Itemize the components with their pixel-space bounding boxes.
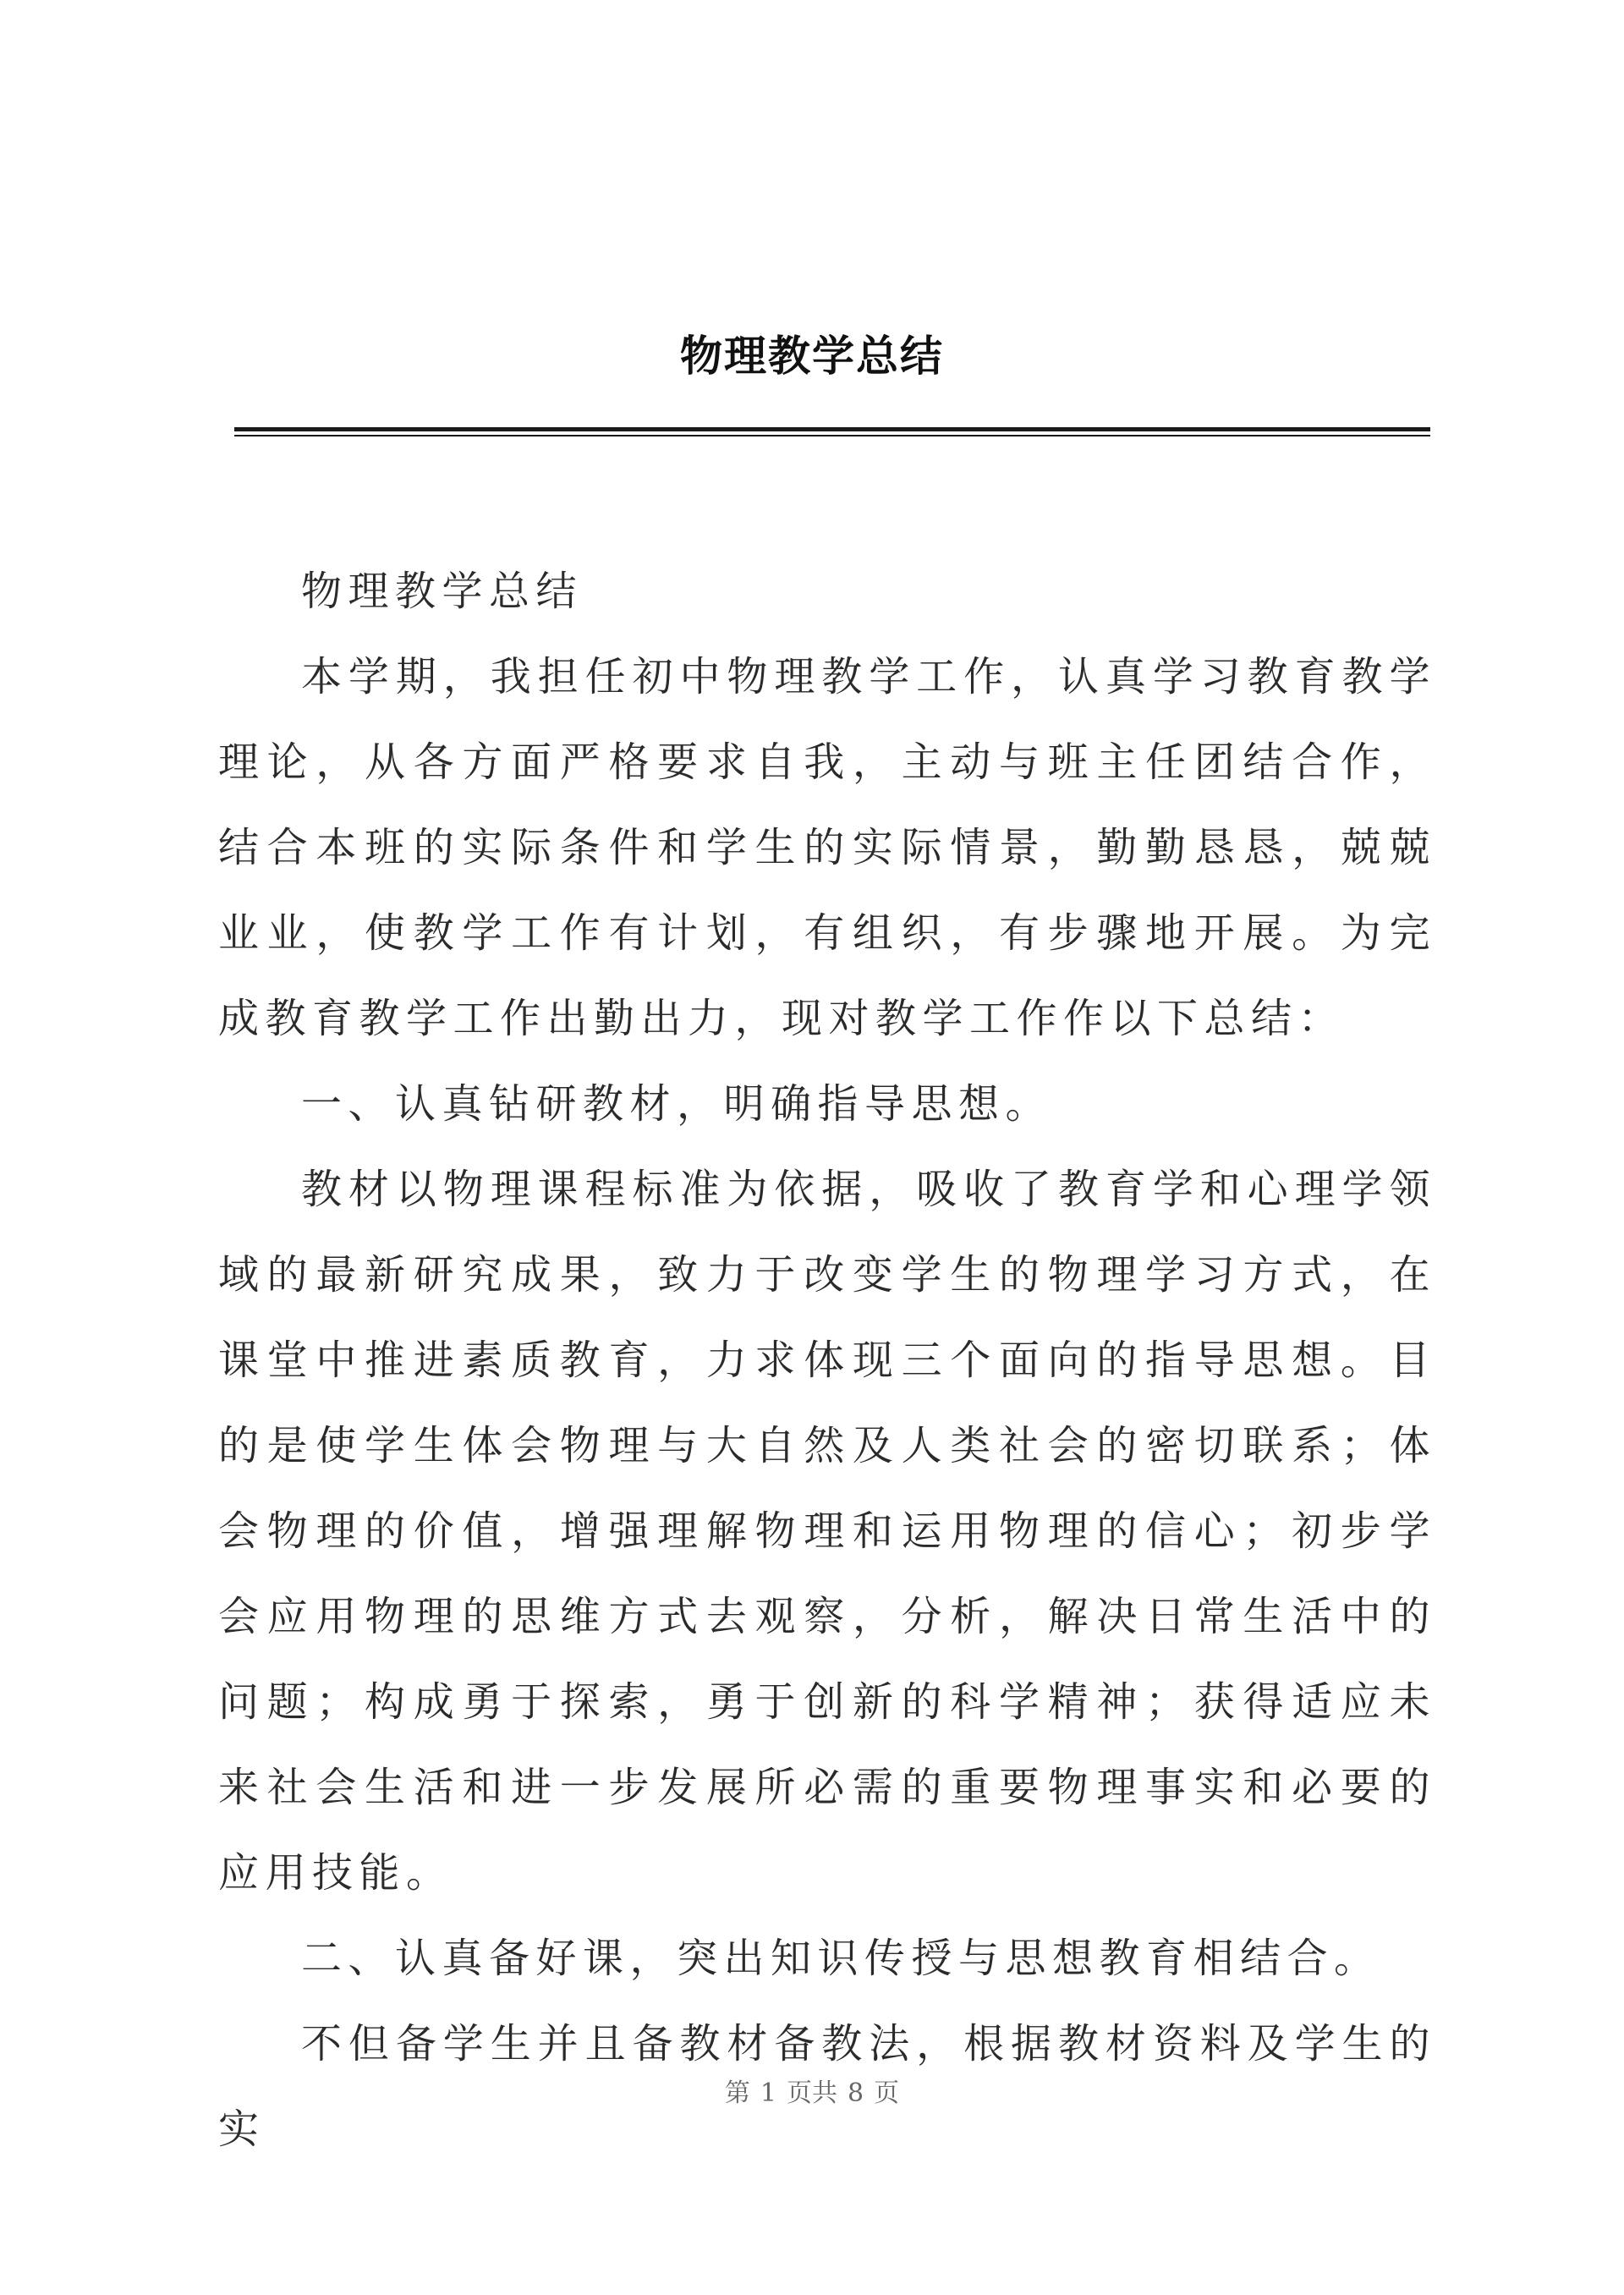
footer-total-pages: 8 xyxy=(848,2078,864,2108)
page-footer xyxy=(0,2077,1624,2111)
footer-suffix: 页 xyxy=(874,2078,900,2108)
title-divider-thin xyxy=(234,435,1430,436)
section-heading-1: 一、认真钻研教材，明确指导思想。 xyxy=(301,1080,1053,1128)
document-title: 物理教学总结 xyxy=(680,331,944,381)
body-paragraph-section-2: 不但备学生并且备教材备教法，根据教材资料及学生的实 xyxy=(218,2020,1436,2153)
footer-prefix: 第 xyxy=(724,2078,750,2108)
title-divider-thick xyxy=(234,427,1430,431)
body-paragraph-section-1: 教材以物理课程标准为依据，吸收了教育学和心理学领域的最新研究成果，致力于改变学生的物理学习方式，在课堂中推进素质教育，力求体现三个面向的指导思想。目的是使学生体会物理与大自然及人类社会的密切联系；体会物理的价值，增强理解物理和运用物理的信心；初步学会应用物理的思维方式去观察，分析，解决日常生活中的问题；构成勇于探索，勇于创新的科学精神；获得适应未来社会生活和进一步发展所必需的重要物理事实和必要的应用技能。 xyxy=(218,1166,1436,1897)
section-heading-2: 二、认真备好课，突出知识传授与思想教育相结合。 xyxy=(301,1935,1381,1982)
body-paragraph-heading: 物理教学总结 xyxy=(301,568,584,615)
body-paragraph-intro: 本学期，我担任初中物理教学工作，认真学习教育教学理论，从各方面严格要求自我，主动与班主任团结合作，结合本班的实际条件和学生的实际情景，勤勤恳恳，兢兢业业，使教学工作有计划，有组织，有步骤地开展。为完成教育教学工作出勤出力，现对教学工作作以下总结： xyxy=(218,653,1436,1042)
footer-mid: 页共 xyxy=(787,2078,837,2108)
footer-current-page: 1 xyxy=(760,2078,776,2108)
document-body xyxy=(218,549,1436,2172)
